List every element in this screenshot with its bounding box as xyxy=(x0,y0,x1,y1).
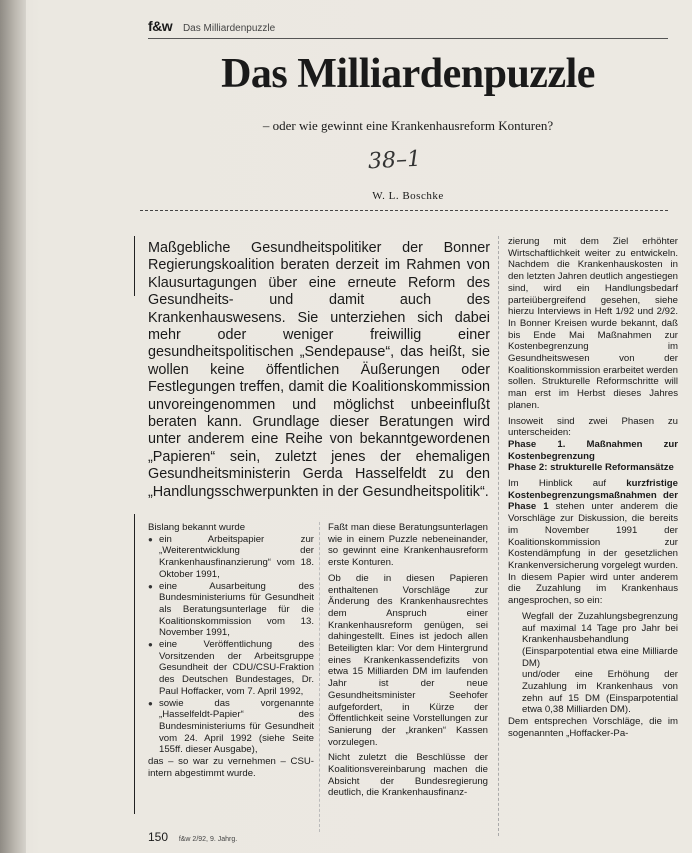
column-separator xyxy=(498,236,499,836)
text-column-1 xyxy=(148,522,314,779)
column-separator xyxy=(319,522,320,832)
page-number: 150 xyxy=(148,830,169,844)
paragraph-rest: stehen unter anderem die Vorschläge zur Diskussion, die bereits im November 1991 der Koalitionskommission zur Kostendämpfung in der gesetzlichen Krankenversicherung vorgelegt wurden. In diesem Papier wird unter anderem die Zuzahlung im Krankenhaus angesprochen, so ein: xyxy=(508,501,678,607)
dashed-divider xyxy=(140,210,668,211)
lead-paragraph: Maßgebliche Gesundheitspolitiker der Bonner Regierungskoalition beraten derzeit im Rahmen von Klausurtagungen über eine erneute Reform des Gesundheits- und damit auch des Krankenhauswesens. Sie unterziehen sich dabei mehr oder weniger freiwillig einer gesundheitspolitischen „Sendepause“, das heißt, sie wollen keine öffentlichen Äußerungen oder Festlegungen treffen, damit die Koalitionskommission unvoreingenommen und möglichst unbeeinflußt beraten kann. Grundlage dieser Beratungen wird unter anderem eine Reihe von bekanntgewordenen „Papieren“ sein, zuletzt jenes der ehemaligen Gesundheitsministerin Gerda Hasselfeldt zu den „Handlungsschwerpunkten in der Gesundheitspolitik“. xyxy=(148,240,490,500)
margin-mark-lower xyxy=(134,514,135,814)
list-item: ● sowie das vorgenannte „Hasselfeldt-Papier“ des Bundesministeriums für Gesundheit vom 24. April 1992 (siehe Seite 155ff. dieser Ausgabe), xyxy=(148,698,314,757)
indented-item: und/oder eine Erhöhung der Zuzahlung im Krankenhaus von zehn auf 15 DM (Einsparpotential etwa 0,38 Milliarden DM). xyxy=(522,669,678,716)
paragraph xyxy=(508,478,678,607)
journal-logo: f&w xyxy=(148,18,173,34)
page-footer xyxy=(148,830,237,844)
article-title: Das Milliardenpuzzle xyxy=(221,51,595,97)
column-1-intro: Bislang bekannt wurde xyxy=(148,522,246,533)
margin-mark xyxy=(134,236,135,296)
column-1-tail: das – so war zu vernehmen – CSU-intern abgestimmt wurde. xyxy=(148,756,314,779)
paragraph-lead: Im Hinblick auf xyxy=(508,478,627,490)
footer-source: f&w 2/92, 9. Jahrg. xyxy=(178,836,238,843)
paragraph: Ob die in diesen Papieren enthaltenen Vorschläge zur Änderung des Krankenhausrechtes dem Anspruch einer Krankenhausreform genügen, sei dahingestellt. Eines ist jedoch allen Beteiligten klar: Vor dem Hintergrund eines Krankenkassendefizits von etwa 15 Milliarden DM im laufenden Jahr ist der neue Gesundheitsminister Seehofer aufgefordert, in Kürze der Öffentlichkeit seine Vorstellungen zur Sanierung der „kranken“ Kassen vorzulegen. xyxy=(328,572,488,748)
text-column-2 xyxy=(328,522,488,799)
list-item: ● eine Veröffentlichung des Vorsitzenden der Arbeitsgruppe Gesundheit der CDU/CSU-Fraktion des Deutschen Bundestages, Dr. Paul Hoffacker, vom 7. April 1992, xyxy=(148,639,314,698)
text-column-3 xyxy=(508,236,678,740)
phase-1-heading: Phase 1. Maßnahmen zur Kostenbegrenzung xyxy=(508,438,678,462)
document-list xyxy=(148,534,314,756)
paragraph: Dem entsprechen Vorschläge, die im sogenannten „Hoffacker-Pa- xyxy=(508,716,678,739)
page-binding-shadow xyxy=(0,0,26,853)
paragraph: zierung mit dem Ziel erhöhter Wirtschaftlichkeit weiter zu entwickeln. Nachdem die Krankenhauskosten in den letzten Jahren deutlich angestiegen sind, wird ein Handlungsbedarf parteiübergreifend gesehen, siehe hierzu Interviews in Heft 1/92 und 2/92. In Bonner Kreisen wurde bekannt, daß bis Ende Mai Maßnahmen zur Kostenbegrenzung im Gesundheitswesen von der Koalitionskommission erarbeitet werden sollen. Strukturelle Reformschritte will man erst im Herbst dieses Jahres planen. xyxy=(508,236,678,411)
paragraph: Nicht zuletzt die Beschlüsse der Koalitionsvereinbarung machen die Absicht der Bundesregierung deutlich, die Krankenhausfinanz- xyxy=(328,752,488,799)
phase-2-heading: Phase 2: strukturelle Reformansätze xyxy=(508,462,674,474)
running-header-title: Das Milliardenpuzzle xyxy=(182,23,276,34)
paragraph: Insoweit sind zwei Phasen zu unterscheiden: xyxy=(508,415,678,439)
paragraph: Faßt man diese Beratungsunterlagen wie in einem Puzzle nebeneinander, so gewinnt eine Krankenhausreform erste Konturen. xyxy=(328,522,488,569)
article-subtitle: – oder wie gewinnt eine Krankenhausreform Konturen? xyxy=(262,118,554,133)
list-item: ● ein Arbeitspapier zur „Weiterentwicklung der Krankenhausfinanzierung“ vom 18. Oktober 1991, xyxy=(148,534,314,581)
list-item: ● eine Ausarbeitung des Bundesministeriums für Gesundheit als Beratungsunterlage für die Koalitionskommission vom 13. November 1991, xyxy=(148,581,314,640)
running-header xyxy=(148,18,668,39)
article-author: W. L. Boschke xyxy=(372,190,444,202)
emphasis: kurzfristige Kostenbegrenzungsmaßnahmen der Phase 1 xyxy=(508,478,678,513)
indented-item: Wegfall der Zuzahlungsbegrenzung auf maximal 14 Tage pro Jahr bei Krankenhausbehandlung (Einsparpotential etwa eine Milliarde DM) xyxy=(522,610,678,669)
handwritten-note: 38–1 xyxy=(367,146,422,175)
